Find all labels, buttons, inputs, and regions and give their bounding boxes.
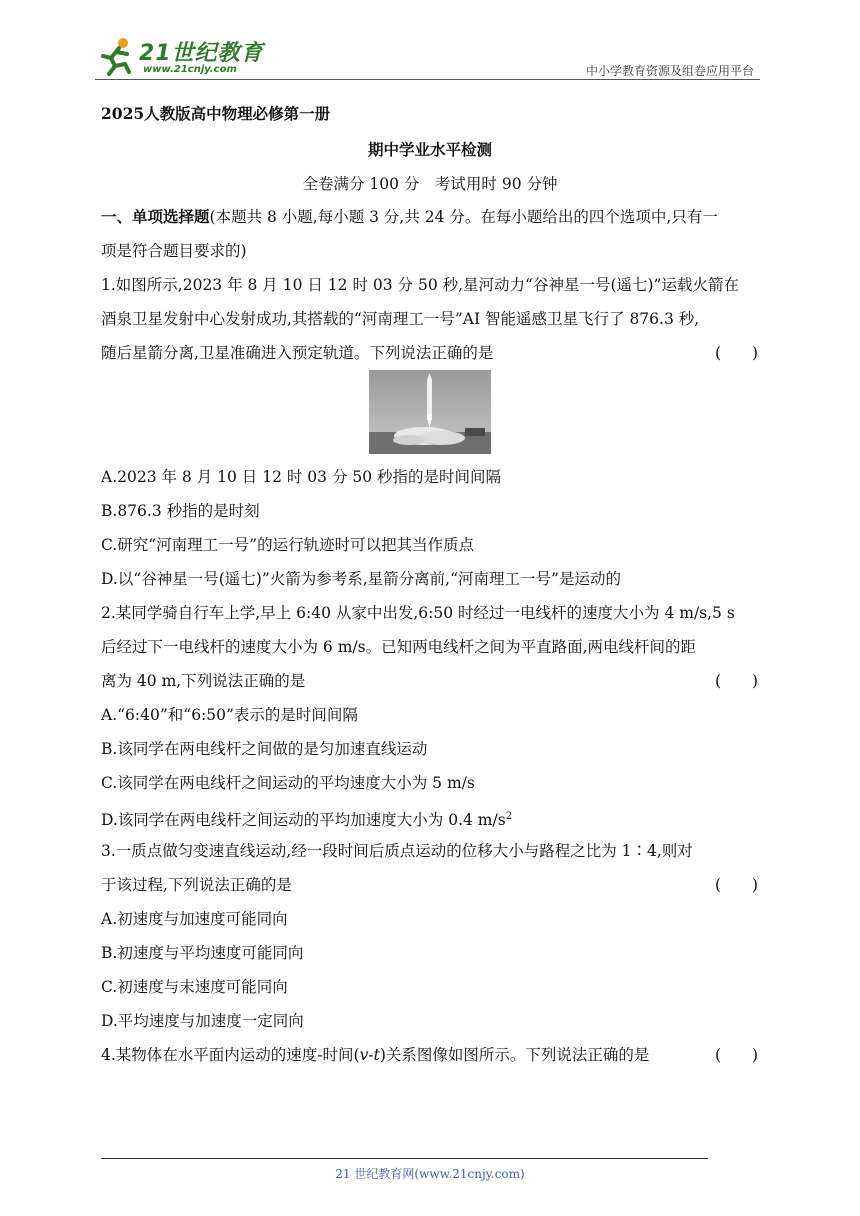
book-title: 2025人教版高中物理必修第一册 bbox=[101, 104, 331, 123]
section-title: 一、单项选择题 bbox=[101, 207, 210, 226]
logo-text: 21世纪教育 bbox=[139, 41, 264, 66]
var-t: t bbox=[373, 1046, 380, 1064]
option-d-text: D.该同学在两电线杆之间运动的平均加速度大小为 0.4 m/s bbox=[101, 811, 506, 830]
option-c: C.该同学在两电线杆之间运动的平均速度大小为 5 m/s bbox=[101, 774, 475, 792]
question-text: 2.某同学骑自行车上学,早上 6:40 从家中出发,6:50 时经过一电线杆的速度大小为 4 m/s,5 s bbox=[101, 604, 735, 622]
option-a: A.2023 年 8 月 10 日 12 时 03 分 50 秒指的是时间间隔 bbox=[101, 468, 502, 486]
question-text: 随后星箭分离,卫星准确进入预定轨道。下列说法正确的是 bbox=[101, 344, 494, 362]
question-text: 后经过下一电线杆的速度大小为 6 m/s。已知两电线杆之间为平直路面,两电线杆间的距 bbox=[101, 638, 697, 656]
site-logo[interactable] bbox=[95, 36, 265, 78]
answer-bracket: ( ) bbox=[715, 876, 759, 894]
option-a: A.“6:40”和“6:50”表示的是时间间隔 bbox=[101, 706, 358, 724]
answer-bracket: ( ) bbox=[715, 344, 759, 362]
option-d bbox=[101, 807, 512, 830]
header-tagline: 中小学教育资源及组卷应用平台 bbox=[585, 64, 754, 78]
header-divider bbox=[95, 79, 760, 80]
footer-divider bbox=[101, 1158, 708, 1159]
question-text: 1.如图所示,2023 年 8 月 10 日 12 时 03 分 50 秒,星河动力“谷神星一号(遥七)”运载火箭在 bbox=[101, 276, 739, 294]
runner-icon bbox=[95, 36, 137, 78]
footer-link[interactable]: 21 世纪教育网(www.21cnjy.com) bbox=[335, 1167, 525, 1181]
question-text-prefix: 4.某物体在水平面内运动的速度-时间( bbox=[101, 1046, 360, 1064]
option-c: C.研究“河南理工一号”的运行轨迹时可以把其当作质点 bbox=[101, 536, 475, 554]
option-a: A.初速度与加速度可能同向 bbox=[101, 910, 288, 928]
question-text: 3.一质点做匀变速直线运动,经一段时间后质点运动的位移大小与路程之比为 1∶4,则对 bbox=[101, 842, 693, 860]
question-text: 于该过程,下列说法正确的是 bbox=[101, 876, 292, 894]
answer-bracket: ( ) bbox=[715, 1046, 759, 1064]
section-desc: (本题共 8 小题,每小题 3 分,共 24 分。在每小题给出的四个选项中,只有一 bbox=[209, 208, 718, 226]
logo-url: www.21cnjy.com bbox=[143, 64, 237, 75]
page-header bbox=[95, 32, 760, 82]
exam-title: 期中学业水平检测 bbox=[367, 140, 492, 159]
option-d: D.以“谷神星一号(遥七)”火箭为参考系,星箭分离前,“河南理工一号”是运动的 bbox=[101, 570, 621, 588]
option-d: D.平均速度与加速度一定同向 bbox=[101, 1012, 304, 1030]
option-b: B.876.3 秒指的是时刻 bbox=[101, 502, 260, 520]
unit-exponent: 2 bbox=[505, 811, 513, 822]
section-desc-cont: 项是符合题目要求的) bbox=[101, 242, 247, 260]
rocket-launch-photo bbox=[369, 370, 491, 454]
question-text-suffix: )关系图像如图所示。下列说法正确的是 bbox=[379, 1046, 650, 1064]
option-c: C.初速度与末速度可能同向 bbox=[101, 978, 288, 996]
var-v: v bbox=[359, 1046, 369, 1064]
question-text: 酒泉卫星发射中心发射成功,其搭载的“河南理工一号”AI 智能遥感卫星飞行了 876.3 秒, bbox=[101, 310, 700, 328]
option-b: B.初速度与平均速度可能同向 bbox=[101, 944, 304, 962]
question-text bbox=[101, 1045, 649, 1065]
question-text: 离为 40 m,下列说法正确的是 bbox=[101, 672, 306, 690]
var-dash: - bbox=[368, 1046, 374, 1064]
option-b: B.该同学在两电线杆之间做的是匀加速直线运动 bbox=[101, 740, 428, 758]
section-heading bbox=[101, 207, 718, 227]
answer-bracket: ( ) bbox=[715, 672, 759, 690]
exam-meta: 全卷满分 100 分 考试用时 90 分钟 bbox=[302, 175, 558, 193]
